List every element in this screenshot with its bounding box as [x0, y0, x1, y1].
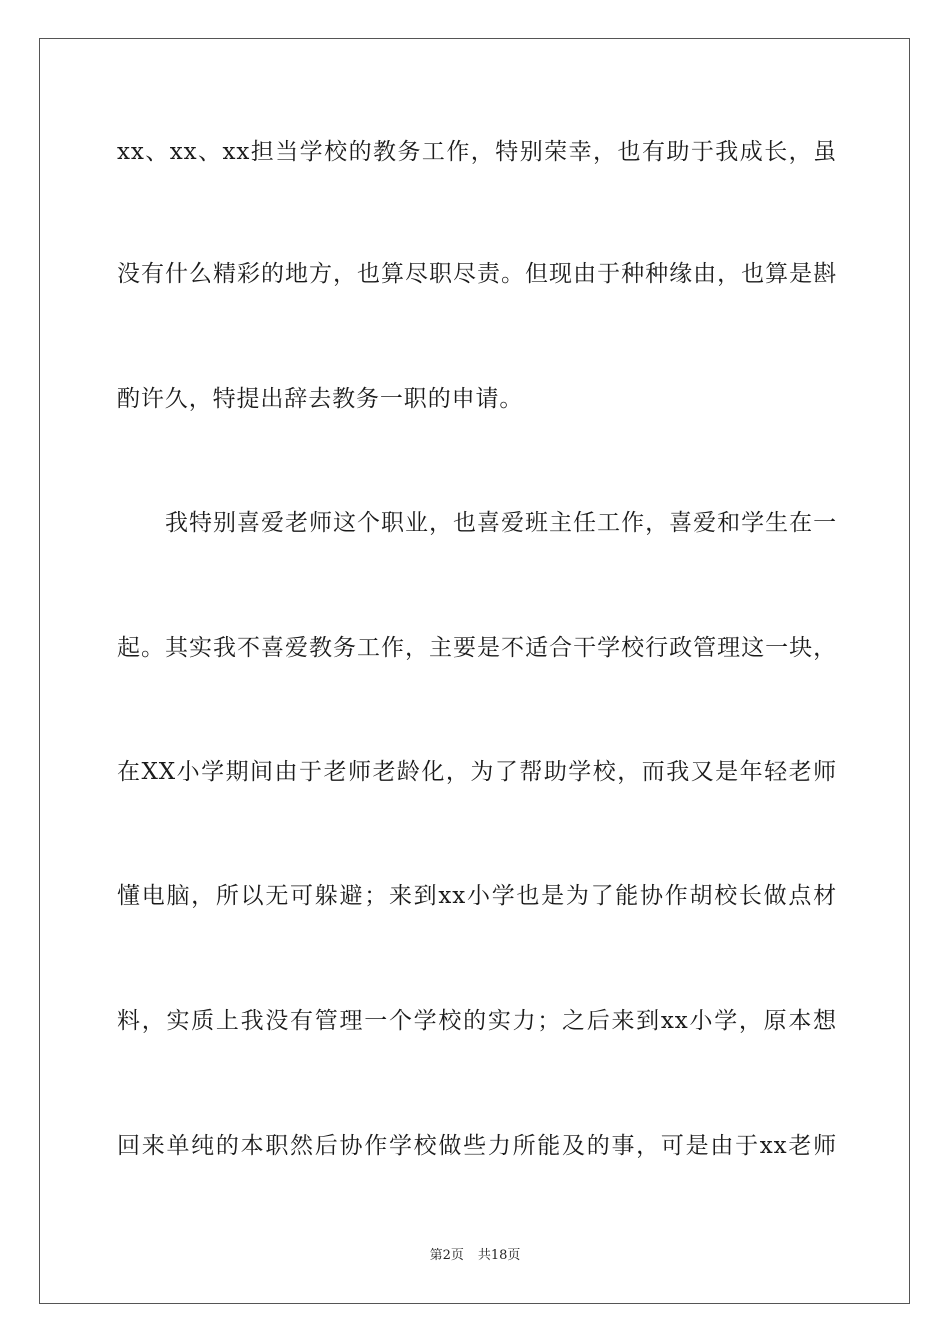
body-text-line: 回来单纯的本职然后协作学校做些力所能及的事，可是由于xx老师 [117, 1133, 837, 1159]
body-text-line: 料，实质上我没有管理一个学校的实力；之后来到xx小学，原本想 [117, 1008, 837, 1034]
body-text-line: 在XX小学期间由于老师老龄化，为了帮助学校，而我又是年轻老师 [117, 759, 837, 785]
page-border [39, 38, 910, 1304]
page-total: 共18页 [477, 1248, 521, 1263]
body-text-line: xx、xx、xx担当学校的教务工作，特别荣幸，也有助于我成长，虽 [117, 139, 837, 165]
body-text-line: 懂电脑，所以无可躲避；来到xx小学也是为了能协作胡校长做点材 [117, 883, 837, 909]
body-text-line: 起。其实我不喜爱教务工作，主要是不适合干学校行政管理这一块， [117, 635, 837, 661]
page-footer [0, 1247, 950, 1265]
body-text-line: 没有什么精彩的地方，也算尽职尽责。但现由于种种缘由，也算是斟 [117, 261, 837, 287]
body-text-line: 酌许久，特提出辞去教务一职的申请。 [117, 386, 524, 412]
page-number: 第2页 [429, 1248, 464, 1263]
paragraph-first-line: 我特别喜爱老师这个职业，也喜爱班主任工作，喜爱和学生在一 [165, 510, 837, 536]
